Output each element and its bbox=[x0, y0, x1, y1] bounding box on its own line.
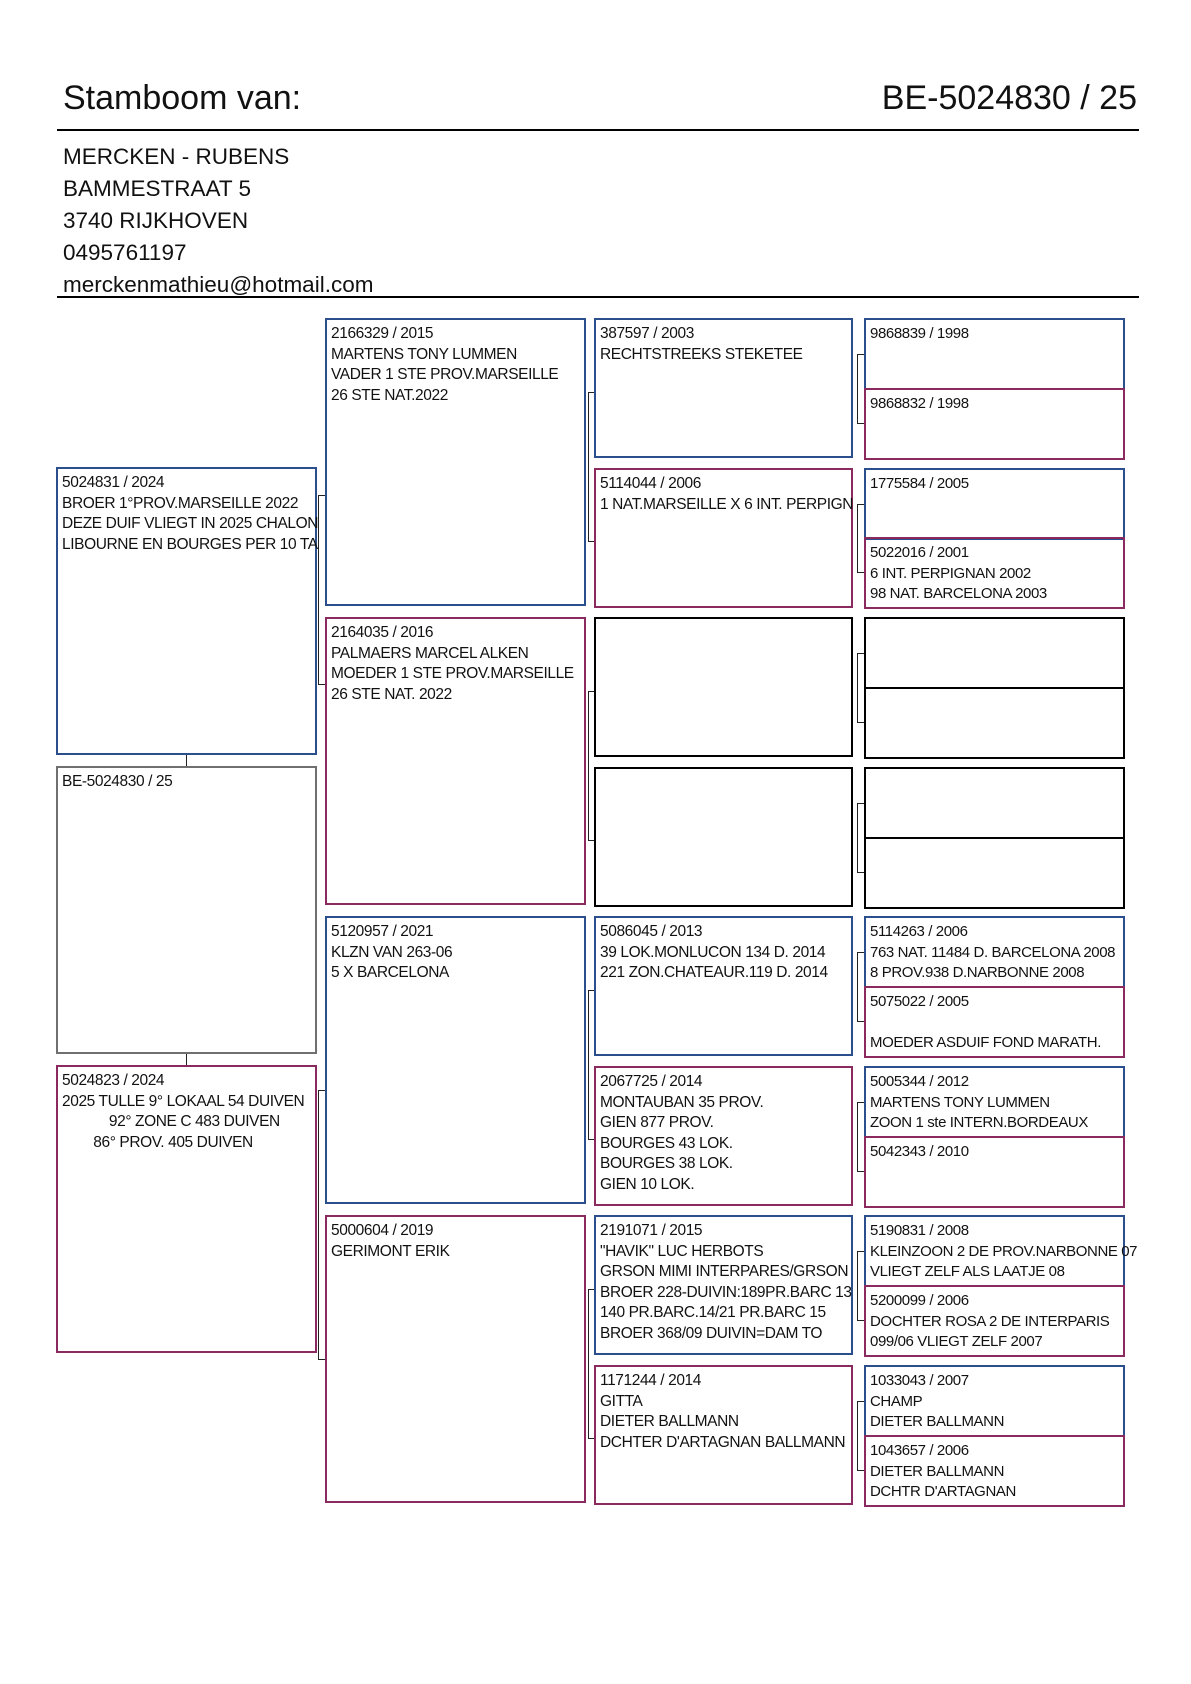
owner-info bbox=[63, 141, 373, 301]
pedigree-card-g7[interactable] bbox=[594, 1215, 853, 1355]
pedigree-card-p3[interactable] bbox=[325, 916, 586, 1204]
connector-bracket bbox=[857, 803, 864, 873]
card-text: 2166329 / 2015 MARTENS TONY LUMMEN VADER 1 STE PROV.MARSEILLE 26 STE NAT.2022 bbox=[331, 325, 559, 404]
pedigree-card-g8[interactable] bbox=[594, 1365, 853, 1505]
connector-bracket bbox=[857, 1401, 864, 1471]
pedigree-card-gg5[interactable] bbox=[864, 617, 1125, 689]
card-text: 1033043 / 2007 CHAMP DIETER BALLMANN bbox=[870, 1372, 1005, 1430]
card-text: 2191071 / 2015 "HAVIK" LUC HERBOTS GRSON MIMI INTERPARES/GRSON BROER 228-DUIVIN:189PR.BARC 13 140 PR.BARC.14/21 PR.BARC 15 BROER 368/09 DUIVIN=DAM TO bbox=[600, 1222, 852, 1342]
owner-street: BAMMESTRAAT 5 bbox=[63, 176, 251, 201]
pedigree-card-gg1[interactable] bbox=[864, 318, 1125, 390]
card-text: 5000604 / 2019 GERIMONT ERIK bbox=[331, 1222, 450, 1260]
pedigree-card-gg11[interactable] bbox=[864, 1066, 1125, 1138]
pedigree-card-gg2[interactable] bbox=[864, 388, 1125, 460]
pedigree-card-g4[interactable] bbox=[594, 767, 853, 907]
card-text: 5114263 / 2006 763 NAT. 11484 D. BARCELONA 2008 8 PROV.938 D.NARBONNE 2008 bbox=[870, 923, 1116, 981]
ring-number: BE-5024830 / 25 bbox=[881, 79, 1137, 117]
card-text: 5075022 / 2005 MOEDER ASDUIF FOND MARATH. bbox=[870, 993, 1101, 1051]
pedigree-card-subject[interactable] bbox=[56, 766, 317, 1054]
card-text: 5005344 / 2012 MARTENS TONY LUMMEN ZOON 1 ste INTERN.BORDEAUX bbox=[870, 1073, 1088, 1131]
connector-bracket bbox=[857, 504, 864, 573]
pedigree-card-g6[interactable] bbox=[594, 1066, 853, 1206]
owner-divider bbox=[57, 296, 1139, 298]
card-text: 5024823 / 2024 2025 TULLE 9° LOKAAL 54 DUIVEN 92° ZONE C 483 DUIVEN 86° PROV. 405 DUIVEN bbox=[62, 1072, 305, 1151]
pedigree-card-gg6[interactable] bbox=[864, 687, 1125, 759]
card-text: 1775584 / 2005 bbox=[870, 475, 969, 492]
pedigree-card-g2[interactable] bbox=[594, 468, 853, 608]
connector-bracket bbox=[588, 990, 594, 1140]
connector-bracket bbox=[588, 392, 594, 542]
pedigree-card-p4[interactable] bbox=[325, 1215, 586, 1503]
pedigree-card-g1[interactable] bbox=[594, 318, 853, 458]
card-text: 387597 / 2003 RECHTSTREEKS STEKETEE bbox=[600, 325, 803, 363]
owner-city: 3740 RIJKHOVEN bbox=[63, 208, 249, 233]
connector-bracket bbox=[588, 691, 594, 841]
card-text: 2067725 / 2014 MONTAUBAN 35 PROV. GIEN 877 PROV. BOURGES 43 LOK. BOURGES 38 LOK. GIEN 10 LOK. bbox=[600, 1073, 764, 1193]
connector-bracket bbox=[857, 952, 864, 1022]
page-title: Stamboom van: bbox=[63, 79, 302, 117]
pedigree-card-gg15[interactable] bbox=[864, 1365, 1125, 1437]
pedigree-card-gg7[interactable] bbox=[864, 767, 1125, 839]
card-text: 5022016 / 2001 6 INT. PERPIGNAN 2002 98 NAT. BARCELONA 2003 bbox=[870, 544, 1047, 602]
connector-bracket bbox=[857, 1251, 864, 1321]
connector-line bbox=[186, 1054, 187, 1065]
card-text: 2164035 / 2016 PALMAERS MARCEL ALKEN MOEDER 1 STE PROV.MARSEILLE 26 STE NAT. 2022 bbox=[331, 624, 574, 703]
card-text: 5086045 / 2013 39 LOK.MONLUCON 134 D. 2014 221 ZON.CHATEAUR.119 D. 2014 bbox=[600, 923, 828, 981]
pedigree-card-gg4[interactable] bbox=[864, 537, 1125, 609]
card-text: 5200099 / 2006 DOCHTER ROSA 2 DE INTERPARIS 099/06 VLIEGT ZELF 2007 bbox=[870, 1292, 1110, 1350]
pedigree-card-p2[interactable] bbox=[325, 617, 586, 905]
connector-bracket bbox=[588, 1289, 594, 1439]
connector-bracket bbox=[857, 1102, 864, 1172]
connector-bracket bbox=[857, 653, 864, 723]
connector-line bbox=[186, 755, 187, 766]
connector-bracket bbox=[318, 495, 325, 685]
pedigree-card-gg9[interactable] bbox=[864, 916, 1125, 988]
card-text: 5120957 / 2021 KLZN VAN 263-06 5 X BARCELONA bbox=[331, 923, 453, 981]
owner-name: MERCKEN - RUBENS bbox=[63, 144, 290, 169]
card-text: 5114044 / 2006 1 NAT.MARSEILLE X 6 INT. PERPIGN bbox=[600, 475, 854, 513]
card-text: 1043657 / 2006 DIETER BALLMANN DCHTR D'ARTAGNAN bbox=[870, 1442, 1016, 1500]
pedigree-card-gg10[interactable] bbox=[864, 986, 1125, 1058]
pedigree-card-g5[interactable] bbox=[594, 916, 853, 1056]
pedigree-card-p1[interactable] bbox=[325, 318, 586, 606]
owner-phone: 0495761197 bbox=[63, 240, 187, 265]
card-text: 5024831 / 2024 BROER 1°PROV.MARSEILLE 2022 DEZE DUIF VLIEGT IN 2025 CHALON LIBOURNE EN BOURGES PER 10 TA bbox=[62, 474, 319, 553]
card-text: BE-5024830 / 25 bbox=[62, 773, 173, 790]
connector-bracket bbox=[318, 1090, 325, 1360]
card-text: 5190831 / 2008 KLEINZOON 2 DE PROV.NARBONNE 07 VLIEGT ZELF ALS LAATJE 08 bbox=[870, 1222, 1138, 1280]
card-text: 5042343 / 2010 bbox=[870, 1143, 969, 1160]
pedigree-card-gg14[interactable] bbox=[864, 1285, 1125, 1357]
connector-bracket bbox=[857, 354, 864, 424]
pedigree-card-gg8[interactable] bbox=[864, 837, 1125, 909]
pedigree-card-gg3[interactable] bbox=[864, 468, 1125, 540]
pedigree-card-sibling-bottom[interactable] bbox=[56, 1065, 317, 1353]
pedigree-card-sibling-top[interactable] bbox=[56, 467, 317, 755]
pedigree-card-gg16[interactable] bbox=[864, 1435, 1125, 1507]
card-text: 9868839 / 1998 bbox=[870, 325, 969, 342]
pedigree-card-gg12[interactable] bbox=[864, 1136, 1125, 1208]
owner-email: merckenmathieu@hotmail.com bbox=[63, 272, 374, 297]
header-divider bbox=[57, 129, 1139, 131]
pedigree-card-gg13[interactable] bbox=[864, 1215, 1138, 1287]
pedigree-card-g3[interactable] bbox=[594, 617, 853, 757]
card-text: 9868832 / 1998 bbox=[870, 395, 969, 412]
card-text: 1171244 / 2014 GITTA DIETER BALLMANN DCHTER D'ARTAGNAN BALLMANN bbox=[600, 1372, 846, 1451]
